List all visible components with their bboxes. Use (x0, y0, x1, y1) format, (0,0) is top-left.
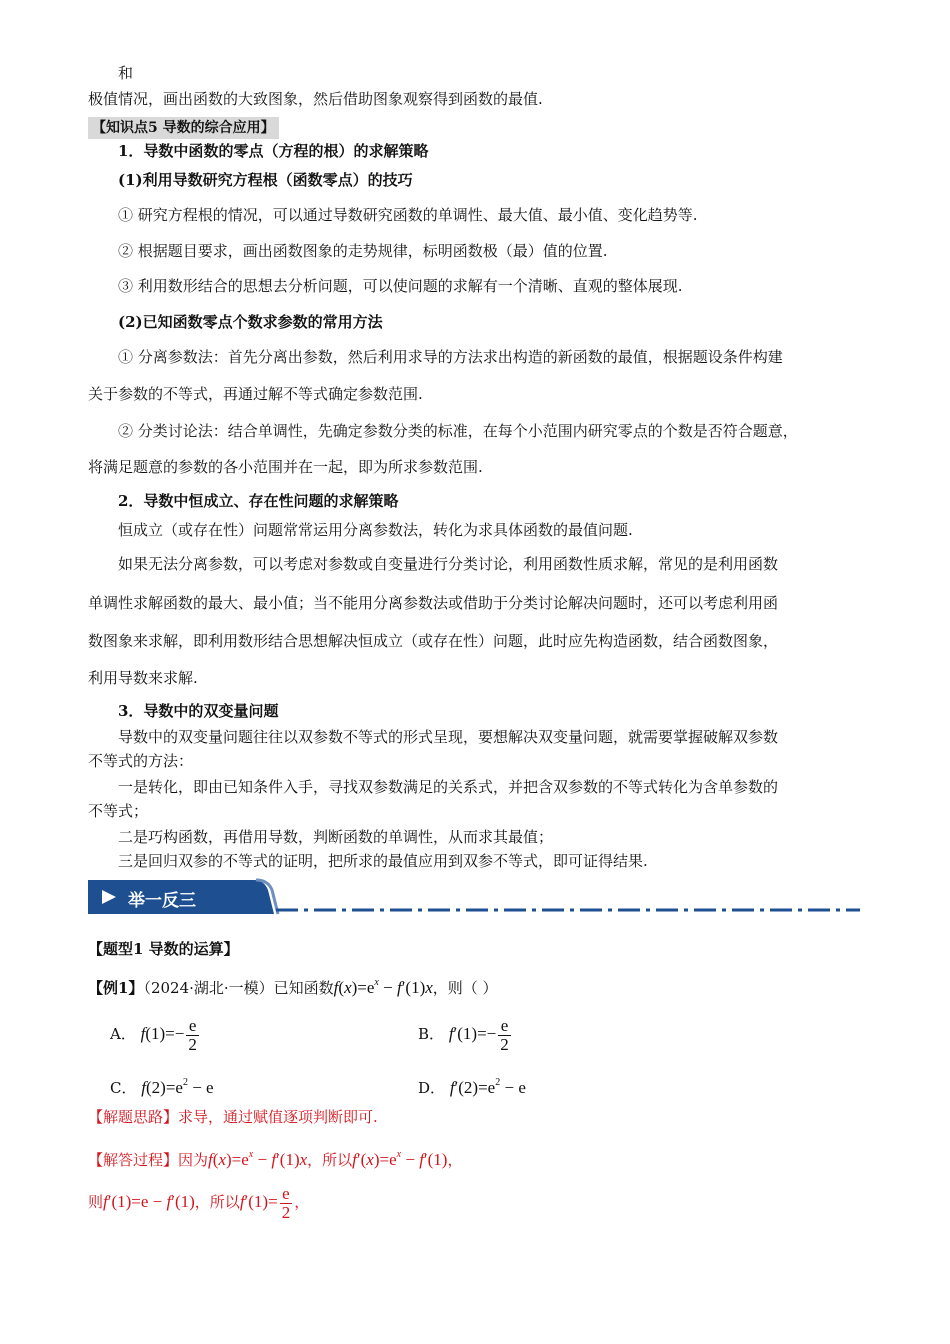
solution-process-label: 【解答过程】 (88, 1151, 179, 1169)
knowledge-point-label: 【知识点5 导数的综合应用】 (88, 117, 279, 139)
process-formula-3: f′(1)=e − f′(1) (103, 1192, 195, 1211)
process-end-comma: ， (294, 1193, 310, 1211)
option-c[interactable] (110, 1072, 214, 1099)
section-3-p2-a: 一是转化，即由已知条件入手，寻找双参数满足的关系式，并把含双参数的不等式转化为含单参数的 (118, 778, 779, 796)
option-a-label: A． (110, 1025, 136, 1043)
sub1-item-2: ② 根据题目要求，画出函数图象的走势规律，标明函数极（最）值的位置. (118, 242, 608, 260)
process-so: ，所以 (307, 1151, 353, 1169)
example-1-source: （2024·湖北·一模）已知函数 (143, 979, 334, 997)
solution-idea (88, 1106, 378, 1128)
section-3-title: 3．导数中的双变量问题 (118, 702, 279, 720)
process-formula-2: $f'(x)=e^x - f'(1)$ (352, 1149, 448, 1169)
section-1-sub2-title: (2)已知函数零点个数求参数的常用方法 (118, 313, 383, 331)
section-2-p1: 恒成立（或存在性）问题常常运用分离参数法，转化为求具体函数的最值问题. (118, 521, 633, 539)
option-c-label: C． (110, 1079, 137, 1097)
section-banner (88, 878, 868, 918)
sub2-item-1-a: ① 分离参数法：首先分离出参数，然后利用求导的方法求出构造的新函数的最值，根据题设条件构建 (118, 348, 783, 366)
sub2-item-1-b: 关于参数的不等式，再通过解不等式确定参数范围. (88, 385, 423, 403)
process-then: 则 (88, 1193, 104, 1211)
section-3-p1-a: 导数中的双变量问题往往以双参数不等式的形式呈现，要想解决双变量问题，就需要掌握破解双参数 (118, 728, 779, 746)
process-formula-4: f′(1)= $\frac{e}{2}$ (239, 1183, 291, 1222)
example-1-stem (88, 972, 498, 999)
example-1-formula: $f(x)=e^x - f'(1)x$ (333, 977, 433, 997)
process-comma: ， (447, 1151, 463, 1169)
solution-process-line-1 (88, 1144, 462, 1171)
section-3-p4: 三是回归双参的不等式的证明，把所求的最值应用到双参不等式，即可证得结果. (118, 852, 648, 870)
section-2-p2-b: 单调性求解函数的最大、最小值；当不能用分离参数法或借助于分类讨论解决问题时，还可以考虑利用函 (88, 594, 779, 612)
solution-idea-label: 【解题思路】 (88, 1108, 179, 1126)
section-3-p3: 二是巧构函数，再借用导数，判断函数的单调性，从而求其最值； (118, 828, 554, 846)
intro-line-1: 和 (118, 64, 134, 82)
option-a-formula: f(1)=− $\frac{e}{2}$ (140, 1015, 197, 1054)
section-2-p2-d: 利用导数来求解. (88, 669, 198, 687)
solution-process-line-2 (88, 1182, 309, 1222)
section-3-p2-b: 不等式； (88, 802, 149, 820)
option-d-label: D． (418, 1079, 446, 1097)
section-2-title: 2．导数中恒成立、存在性问题的求解策略 (118, 492, 399, 510)
example-1-label: 【例1】 (88, 979, 144, 997)
sub2-item-2-b: 将满足题意的参数的各小范围并在一起，即为所求参数范围. (88, 458, 483, 476)
option-d-formula: $f'(2)=e^2 - e$ (449, 1077, 526, 1097)
option-b-label: B． (418, 1025, 445, 1043)
section-1-title: 1．导数中函数的零点（方程的根）的求解策略 (118, 142, 429, 160)
solution-idea-text: 求导，通过赋值逐项判断即可. (178, 1108, 378, 1126)
banner-title: 举一反三 (128, 891, 196, 911)
option-b-formula: f′(1)=− $\frac{e}{2}$ (448, 1015, 509, 1054)
process-so-2: ，所以 (194, 1193, 240, 1211)
type-1-label: 【题型1 导数的运算】 (88, 940, 239, 958)
section-3-p1-b: 不等式的方法： (88, 752, 194, 770)
option-c-formula: $f(2)=e^2 - e$ (141, 1077, 214, 1097)
sub1-item-3: ③ 利用数形结合的思想去分析问题，可以使问题的求解有一个清晰、直观的整体展现. (118, 277, 683, 295)
play-arrow-icon (100, 888, 118, 906)
section-2-p2-c: 数图象来求解，即利用数形结合思想解决恒成立（或存在性）问题，此时应先构造函数，结合函数图象， (88, 632, 779, 650)
sub1-item-1: ① 研究方程根的情况，可以通过导数研究函数的单调性、最大值、最小值、变化趋势等. (118, 206, 698, 224)
process-formula-1: $f(x)=e^x - f'(1)x$ (208, 1149, 308, 1169)
example-1-tail: ，则（ ） (432, 979, 498, 997)
section-2-p2-a: 如果无法分离参数，可以考虑对参数或自变量进行分类讨论，利用函数性质求解，常见的是利用函数 (118, 555, 779, 573)
intro-line-2: 极值情况，画出函数的大致图象，然后借助图象观察得到函数的最值. (88, 90, 543, 108)
process-because: 因为 (178, 1151, 209, 1169)
section-1-sub1-title: (1)利用导数研究方程根（函数零点）的技巧 (118, 171, 413, 189)
banner-background (88, 878, 868, 918)
option-d[interactable] (418, 1072, 526, 1099)
option-b[interactable] (418, 1014, 513, 1054)
option-a[interactable] (110, 1014, 201, 1054)
sub2-item-2-a: ② 分类讨论法：结合单调性，先确定参数分类的标准，在每个小范围内研究零点的个数是否符合题意， (118, 422, 798, 440)
